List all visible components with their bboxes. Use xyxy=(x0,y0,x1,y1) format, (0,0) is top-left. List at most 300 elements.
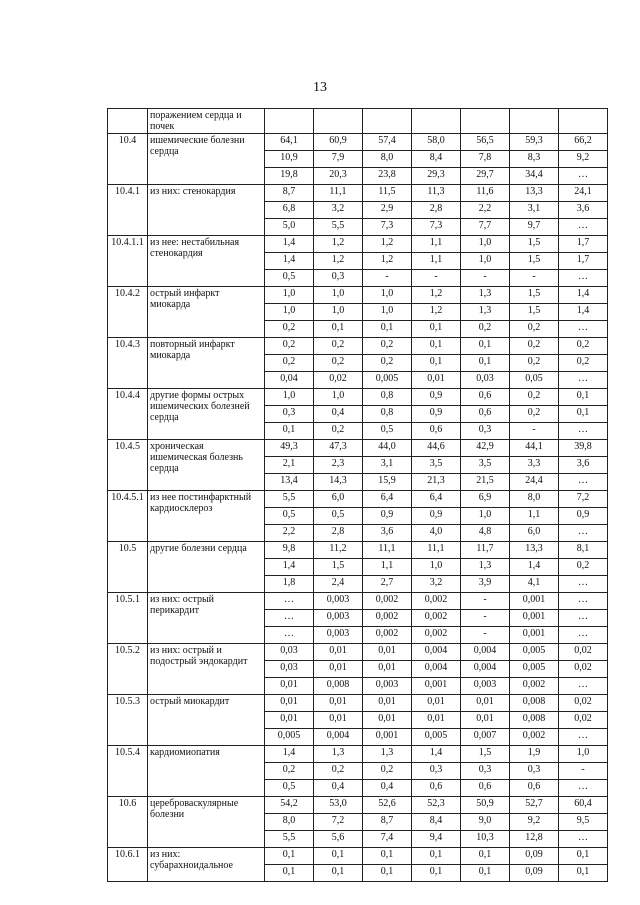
value-cell: 34,4 xyxy=(510,168,559,185)
value-cell: 0,8 xyxy=(363,406,412,423)
value-cell: 0,01 xyxy=(314,712,363,729)
value-cell: 0,5 xyxy=(363,423,412,440)
value-cell: 0,4 xyxy=(314,406,363,423)
value-cell: 0,01 xyxy=(314,695,363,712)
value-cell: 0,003 xyxy=(363,678,412,695)
value-cell: 5,5 xyxy=(314,219,363,236)
value-cell: 2,7 xyxy=(363,576,412,593)
value-cell: 0,2 xyxy=(559,338,608,355)
value-cell: 0,1 xyxy=(412,338,461,355)
value-cell: 0,1 xyxy=(363,865,412,882)
value-cell: … xyxy=(265,627,314,644)
row-code: 10.4 xyxy=(108,134,148,185)
value-cell: 0,004 xyxy=(314,729,363,746)
value-cell: … xyxy=(265,593,314,610)
value-cell: 0,2 xyxy=(314,338,363,355)
value-cell: 0,1 xyxy=(559,865,608,882)
value-cell: 6,0 xyxy=(314,491,363,508)
value-cell: 50,9 xyxy=(461,797,510,814)
page-number: 13 xyxy=(313,80,327,95)
value-cell: 8,7 xyxy=(363,814,412,831)
row-name: кардиомиопатия xyxy=(148,746,265,797)
value-cell: 0,005 xyxy=(510,661,559,678)
value-cell: 13,4 xyxy=(265,474,314,491)
value-cell: 0,9 xyxy=(363,508,412,525)
row-code: 10.6 xyxy=(108,797,148,848)
row-code: 10.4.1.1 xyxy=(108,236,148,287)
value-cell: 0,1 xyxy=(314,848,363,865)
value-cell: 1,0 xyxy=(559,746,608,763)
value-cell: 3,2 xyxy=(314,202,363,219)
value-cell: … xyxy=(265,610,314,627)
value-cell: 19,8 xyxy=(265,168,314,185)
value-cell: 0,01 xyxy=(265,712,314,729)
value-cell: 6,0 xyxy=(510,525,559,542)
value-cell: 7,2 xyxy=(314,814,363,831)
value-cell: 1,1 xyxy=(510,508,559,525)
value-cell: 0,005 xyxy=(510,644,559,661)
value-cell: 66,2 xyxy=(559,134,608,151)
value-cell: 1,0 xyxy=(265,304,314,321)
value-cell: 11,7 xyxy=(461,542,510,559)
value-cell: 0,002 xyxy=(510,729,559,746)
value-cell: 0,2 xyxy=(265,338,314,355)
value-cell: 11,1 xyxy=(412,542,461,559)
value-cell: 1,0 xyxy=(363,287,412,304)
value-cell: 0,04 xyxy=(265,372,314,389)
value-cell: 0,002 xyxy=(363,627,412,644)
value-cell: 0,001 xyxy=(510,610,559,627)
value-cell: 0,4 xyxy=(314,780,363,797)
value-cell: 2,9 xyxy=(363,202,412,219)
row-code: 10.6.1 xyxy=(108,848,148,882)
value-cell: 0,005 xyxy=(412,729,461,746)
value-cell: 2,2 xyxy=(265,525,314,542)
value-cell: - xyxy=(461,610,510,627)
value-cell: 1,0 xyxy=(363,304,412,321)
value-cell: 60,9 xyxy=(314,134,363,151)
value-cell: 1,0 xyxy=(314,287,363,304)
value-cell: 0,02 xyxy=(559,661,608,678)
value-cell: 0,2 xyxy=(265,321,314,338)
value-cell: 13,3 xyxy=(510,542,559,559)
row-code: 10.4.3 xyxy=(108,338,148,389)
value-cell: 23,8 xyxy=(363,168,412,185)
value-cell: 2,8 xyxy=(412,202,461,219)
value-cell: 0,1 xyxy=(559,389,608,406)
value-cell: 0,001 xyxy=(510,593,559,610)
row-name: острый миокардит xyxy=(148,695,265,746)
value-cell: 11,3 xyxy=(412,185,461,202)
value-cell: 0,01 xyxy=(412,712,461,729)
value-cell: 8,4 xyxy=(412,814,461,831)
value-cell: 0,2 xyxy=(461,321,510,338)
value-cell: 0,002 xyxy=(412,610,461,627)
value-cell: 54,2 xyxy=(265,797,314,814)
value-cell xyxy=(363,109,412,134)
value-cell: 1,4 xyxy=(265,559,314,576)
table-row xyxy=(108,185,608,202)
value-cell: 0,1 xyxy=(265,423,314,440)
value-cell: 0,6 xyxy=(461,780,510,797)
value-cell: 9,8 xyxy=(265,542,314,559)
value-cell: 0,6 xyxy=(510,780,559,797)
value-cell: - xyxy=(461,593,510,610)
value-cell: 8,7 xyxy=(265,185,314,202)
row-name: цереброваскулярные болезни xyxy=(148,797,265,848)
value-cell: 0,02 xyxy=(314,372,363,389)
value-cell: 0,1 xyxy=(461,338,510,355)
value-cell: 0,3 xyxy=(412,763,461,780)
value-cell: 57,4 xyxy=(363,134,412,151)
value-cell: 0,5 xyxy=(314,508,363,525)
value-cell: 0,5 xyxy=(265,780,314,797)
value-cell: 44,1 xyxy=(510,440,559,457)
value-cell: 7,3 xyxy=(363,219,412,236)
value-cell: 3,5 xyxy=(461,457,510,474)
value-cell: - xyxy=(510,423,559,440)
value-cell: 29,7 xyxy=(461,168,510,185)
value-cell: 0,2 xyxy=(510,406,559,423)
value-cell: 0,1 xyxy=(314,865,363,882)
value-cell: 11,2 xyxy=(314,542,363,559)
value-cell: 0,01 xyxy=(363,712,412,729)
value-cell: 1,5 xyxy=(510,253,559,270)
value-cell: 9,2 xyxy=(559,151,608,168)
value-cell: 9,7 xyxy=(510,219,559,236)
value-cell: 39,8 xyxy=(559,440,608,457)
row-name: ишемические болезни сердца xyxy=(148,134,265,185)
value-cell: 1,7 xyxy=(559,253,608,270)
row-code: 10.5.1 xyxy=(108,593,148,644)
value-cell: 0,007 xyxy=(461,729,510,746)
value-cell: 1,3 xyxy=(314,746,363,763)
value-cell: 0,3 xyxy=(314,270,363,287)
value-cell: 9,2 xyxy=(510,814,559,831)
value-cell: - xyxy=(461,270,510,287)
value-cell: 3,1 xyxy=(510,202,559,219)
value-cell: 1,4 xyxy=(265,236,314,253)
value-cell: 1,0 xyxy=(461,253,510,270)
value-cell: 0,8 xyxy=(363,389,412,406)
value-cell: 13,3 xyxy=(510,185,559,202)
value-cell: 0,1 xyxy=(265,848,314,865)
value-cell: 8,1 xyxy=(559,542,608,559)
value-cell: 0,6 xyxy=(461,389,510,406)
value-cell: 7,3 xyxy=(412,219,461,236)
value-cell: 7,7 xyxy=(461,219,510,236)
value-cell: 0,003 xyxy=(314,627,363,644)
value-cell: 5,0 xyxy=(265,219,314,236)
value-cell: 1,2 xyxy=(363,236,412,253)
row-code: 10.5 xyxy=(108,542,148,593)
value-cell: 0,002 xyxy=(363,593,412,610)
value-cell: 53,0 xyxy=(314,797,363,814)
value-cell: 7,4 xyxy=(363,831,412,848)
value-cell: 44,6 xyxy=(412,440,461,457)
value-cell: 2,1 xyxy=(265,457,314,474)
value-cell: 59,3 xyxy=(510,134,559,151)
value-cell: 5,5 xyxy=(265,831,314,848)
row-code: 10.5.3 xyxy=(108,695,148,746)
value-cell: 0,1 xyxy=(461,865,510,882)
value-cell: 0,2 xyxy=(559,355,608,372)
value-cell: 0,5 xyxy=(265,270,314,287)
value-cell: 0,008 xyxy=(510,695,559,712)
table-row xyxy=(108,797,608,814)
value-cell: 0,008 xyxy=(314,678,363,695)
value-cell: 44,0 xyxy=(363,440,412,457)
row-name: из них: субарахноидальное xyxy=(148,848,265,882)
value-cell xyxy=(510,109,559,134)
value-cell: 8,3 xyxy=(510,151,559,168)
value-cell: 2,8 xyxy=(314,525,363,542)
value-cell: 21,3 xyxy=(412,474,461,491)
value-cell: 0,1 xyxy=(363,848,412,865)
value-cell: 3,6 xyxy=(559,457,608,474)
value-cell: 0,004 xyxy=(461,661,510,678)
value-cell: 0,01 xyxy=(265,678,314,695)
row-code: 10.4.4 xyxy=(108,389,148,440)
value-cell: 0,004 xyxy=(412,661,461,678)
value-cell: 10,9 xyxy=(265,151,314,168)
row-name: другие болезни сердца xyxy=(148,542,265,593)
value-cell: 0,2 xyxy=(510,321,559,338)
value-cell: 0,1 xyxy=(461,848,510,865)
table-row xyxy=(108,287,608,304)
value-cell: 0,2 xyxy=(314,423,363,440)
row-name: хроническая ишемическая болезнь сердца xyxy=(148,440,265,491)
value-cell: 0,1 xyxy=(363,321,412,338)
row-name: повторный инфаркт миокарда xyxy=(148,338,265,389)
row-name: поражением сердца и почек xyxy=(148,109,265,134)
value-cell: 0,09 xyxy=(510,865,559,882)
value-cell: 7,2 xyxy=(559,491,608,508)
value-cell: 0,9 xyxy=(412,406,461,423)
value-cell: 0,9 xyxy=(412,389,461,406)
value-cell: 5,6 xyxy=(314,831,363,848)
value-cell: 0,2 xyxy=(314,763,363,780)
value-cell: 4,0 xyxy=(412,525,461,542)
table-row xyxy=(108,134,608,151)
table-row xyxy=(108,848,608,865)
row-name: из них: острый и подострый эндокардит xyxy=(148,644,265,695)
value-cell: 0,02 xyxy=(559,695,608,712)
row-code: 10.4.2 xyxy=(108,287,148,338)
value-cell: 10,3 xyxy=(461,831,510,848)
value-cell: 1,1 xyxy=(412,253,461,270)
value-cell: 0,9 xyxy=(559,508,608,525)
value-cell: 0,005 xyxy=(363,372,412,389)
value-cell: 56,5 xyxy=(461,134,510,151)
table-row xyxy=(108,593,608,610)
value-cell: 0,02 xyxy=(559,644,608,661)
value-cell: 0,1 xyxy=(412,848,461,865)
value-cell: 47,3 xyxy=(314,440,363,457)
value-cell: 1,7 xyxy=(559,236,608,253)
value-cell: 5,5 xyxy=(265,491,314,508)
value-cell: 1,1 xyxy=(363,559,412,576)
value-cell: 0,9 xyxy=(412,508,461,525)
row-code: 10.5.4 xyxy=(108,746,148,797)
value-cell: 20,3 xyxy=(314,168,363,185)
value-cell: 0,2 xyxy=(510,389,559,406)
value-cell: 1,5 xyxy=(510,287,559,304)
value-cell: 24,1 xyxy=(559,185,608,202)
value-cell: 1,3 xyxy=(363,746,412,763)
value-cell: 0,01 xyxy=(412,695,461,712)
value-cell: 0,008 xyxy=(510,712,559,729)
value-cell: 1,1 xyxy=(412,236,461,253)
value-cell: 1,3 xyxy=(461,287,510,304)
value-cell: 1,8 xyxy=(265,576,314,593)
value-cell: 0,05 xyxy=(510,372,559,389)
table-row xyxy=(108,542,608,559)
value-cell: 0,3 xyxy=(265,406,314,423)
value-cell: 0,2 xyxy=(314,355,363,372)
value-cell: 0,003 xyxy=(314,610,363,627)
value-cell: 0,5 xyxy=(265,508,314,525)
value-cell: 0,2 xyxy=(510,338,559,355)
value-cell: 0,003 xyxy=(314,593,363,610)
table-row xyxy=(108,109,608,134)
value-cell: 60,4 xyxy=(559,797,608,814)
value-cell: 3,5 xyxy=(412,457,461,474)
table-row xyxy=(108,389,608,406)
value-cell: 6,8 xyxy=(265,202,314,219)
value-cell: 12,8 xyxy=(510,831,559,848)
value-cell: 0,3 xyxy=(461,423,510,440)
value-cell: 0,03 xyxy=(461,372,510,389)
value-cell xyxy=(559,109,608,134)
value-cell: 1,4 xyxy=(265,746,314,763)
value-cell: 1,3 xyxy=(461,559,510,576)
value-cell: 0,3 xyxy=(461,763,510,780)
value-cell: 0,01 xyxy=(363,661,412,678)
value-cell: … xyxy=(559,610,608,627)
value-cell: 0,01 xyxy=(314,644,363,661)
value-cell: 52,6 xyxy=(363,797,412,814)
value-cell: 1,2 xyxy=(314,236,363,253)
value-cell: 0,02 xyxy=(559,712,608,729)
value-cell: 0,1 xyxy=(461,355,510,372)
row-name: из них: острый перикардит xyxy=(148,593,265,644)
value-cell: 0,01 xyxy=(461,712,510,729)
value-cell: 1,5 xyxy=(314,559,363,576)
row-name: из них: стенокардия xyxy=(148,185,265,236)
value-cell xyxy=(314,109,363,134)
value-cell: 9,4 xyxy=(412,831,461,848)
value-cell: 0,2 xyxy=(363,355,412,372)
row-name: острый инфаркт миокарда xyxy=(148,287,265,338)
table-row xyxy=(108,440,608,457)
value-cell: - xyxy=(559,763,608,780)
value-cell: 0,03 xyxy=(265,661,314,678)
table-row xyxy=(108,491,608,508)
value-cell: 2,3 xyxy=(314,457,363,474)
value-cell: 0,001 xyxy=(510,627,559,644)
value-cell: 9,5 xyxy=(559,814,608,831)
value-cell: 7,8 xyxy=(461,151,510,168)
value-cell: 1,0 xyxy=(265,287,314,304)
value-cell: 1,4 xyxy=(510,559,559,576)
value-cell: 6,4 xyxy=(363,491,412,508)
value-cell: 3,2 xyxy=(412,576,461,593)
value-cell: 0,09 xyxy=(510,848,559,865)
value-cell: 4,8 xyxy=(461,525,510,542)
value-cell: 15,9 xyxy=(363,474,412,491)
value-cell: 0,2 xyxy=(510,355,559,372)
value-cell: … xyxy=(559,729,608,746)
value-cell: 9,0 xyxy=(461,814,510,831)
value-cell: … xyxy=(559,627,608,644)
value-cell: 0,1 xyxy=(314,321,363,338)
value-cell: 0,002 xyxy=(412,627,461,644)
value-cell: 0,01 xyxy=(363,695,412,712)
value-cell: … xyxy=(559,321,608,338)
value-cell: 1,2 xyxy=(363,253,412,270)
value-cell: 42,9 xyxy=(461,440,510,457)
value-cell: 1,3 xyxy=(461,304,510,321)
table-row xyxy=(108,644,608,661)
value-cell: 0,002 xyxy=(363,610,412,627)
row-code: 10.5.2 xyxy=(108,644,148,695)
value-cell: 0,001 xyxy=(363,729,412,746)
value-cell: 29,3 xyxy=(412,168,461,185)
value-cell: 0,001 xyxy=(412,678,461,695)
value-cell: 1,2 xyxy=(412,287,461,304)
row-code: 10.4.1 xyxy=(108,185,148,236)
value-cell: 11,1 xyxy=(314,185,363,202)
value-cell: 1,5 xyxy=(461,746,510,763)
value-cell: 1,4 xyxy=(412,746,461,763)
value-cell xyxy=(265,109,314,134)
value-cell: … xyxy=(559,593,608,610)
value-cell: 49,3 xyxy=(265,440,314,457)
table-row xyxy=(108,338,608,355)
value-cell: … xyxy=(559,678,608,695)
value-cell: 0,6 xyxy=(412,423,461,440)
value-cell: 0,1 xyxy=(412,355,461,372)
value-cell: 0,2 xyxy=(559,559,608,576)
value-cell: … xyxy=(559,372,608,389)
value-cell: 3,3 xyxy=(510,457,559,474)
value-cell: - xyxy=(363,270,412,287)
value-cell: 0,3 xyxy=(510,763,559,780)
value-cell: 0,1 xyxy=(265,865,314,882)
row-name: из нее постинфарктный кардиосклероз xyxy=(148,491,265,542)
value-cell: 24,4 xyxy=(510,474,559,491)
value-cell: 3,1 xyxy=(363,457,412,474)
value-cell: 1,0 xyxy=(412,559,461,576)
value-cell: 0,004 xyxy=(461,644,510,661)
row-name: из нее: нестабильная стенокардия xyxy=(148,236,265,287)
value-cell: 8,0 xyxy=(265,814,314,831)
value-cell: 0,01 xyxy=(265,695,314,712)
statistics-table xyxy=(107,108,608,882)
value-cell: … xyxy=(559,423,608,440)
value-cell: 0,002 xyxy=(412,593,461,610)
value-cell: 0,1 xyxy=(559,848,608,865)
value-cell: 0,003 xyxy=(461,678,510,695)
value-cell: 11,6 xyxy=(461,185,510,202)
table-row xyxy=(108,695,608,712)
row-code: 10.4.5.1 xyxy=(108,491,148,542)
value-cell: 7,9 xyxy=(314,151,363,168)
value-cell: 21,5 xyxy=(461,474,510,491)
value-cell: 0,6 xyxy=(461,406,510,423)
value-cell: 52,7 xyxy=(510,797,559,814)
